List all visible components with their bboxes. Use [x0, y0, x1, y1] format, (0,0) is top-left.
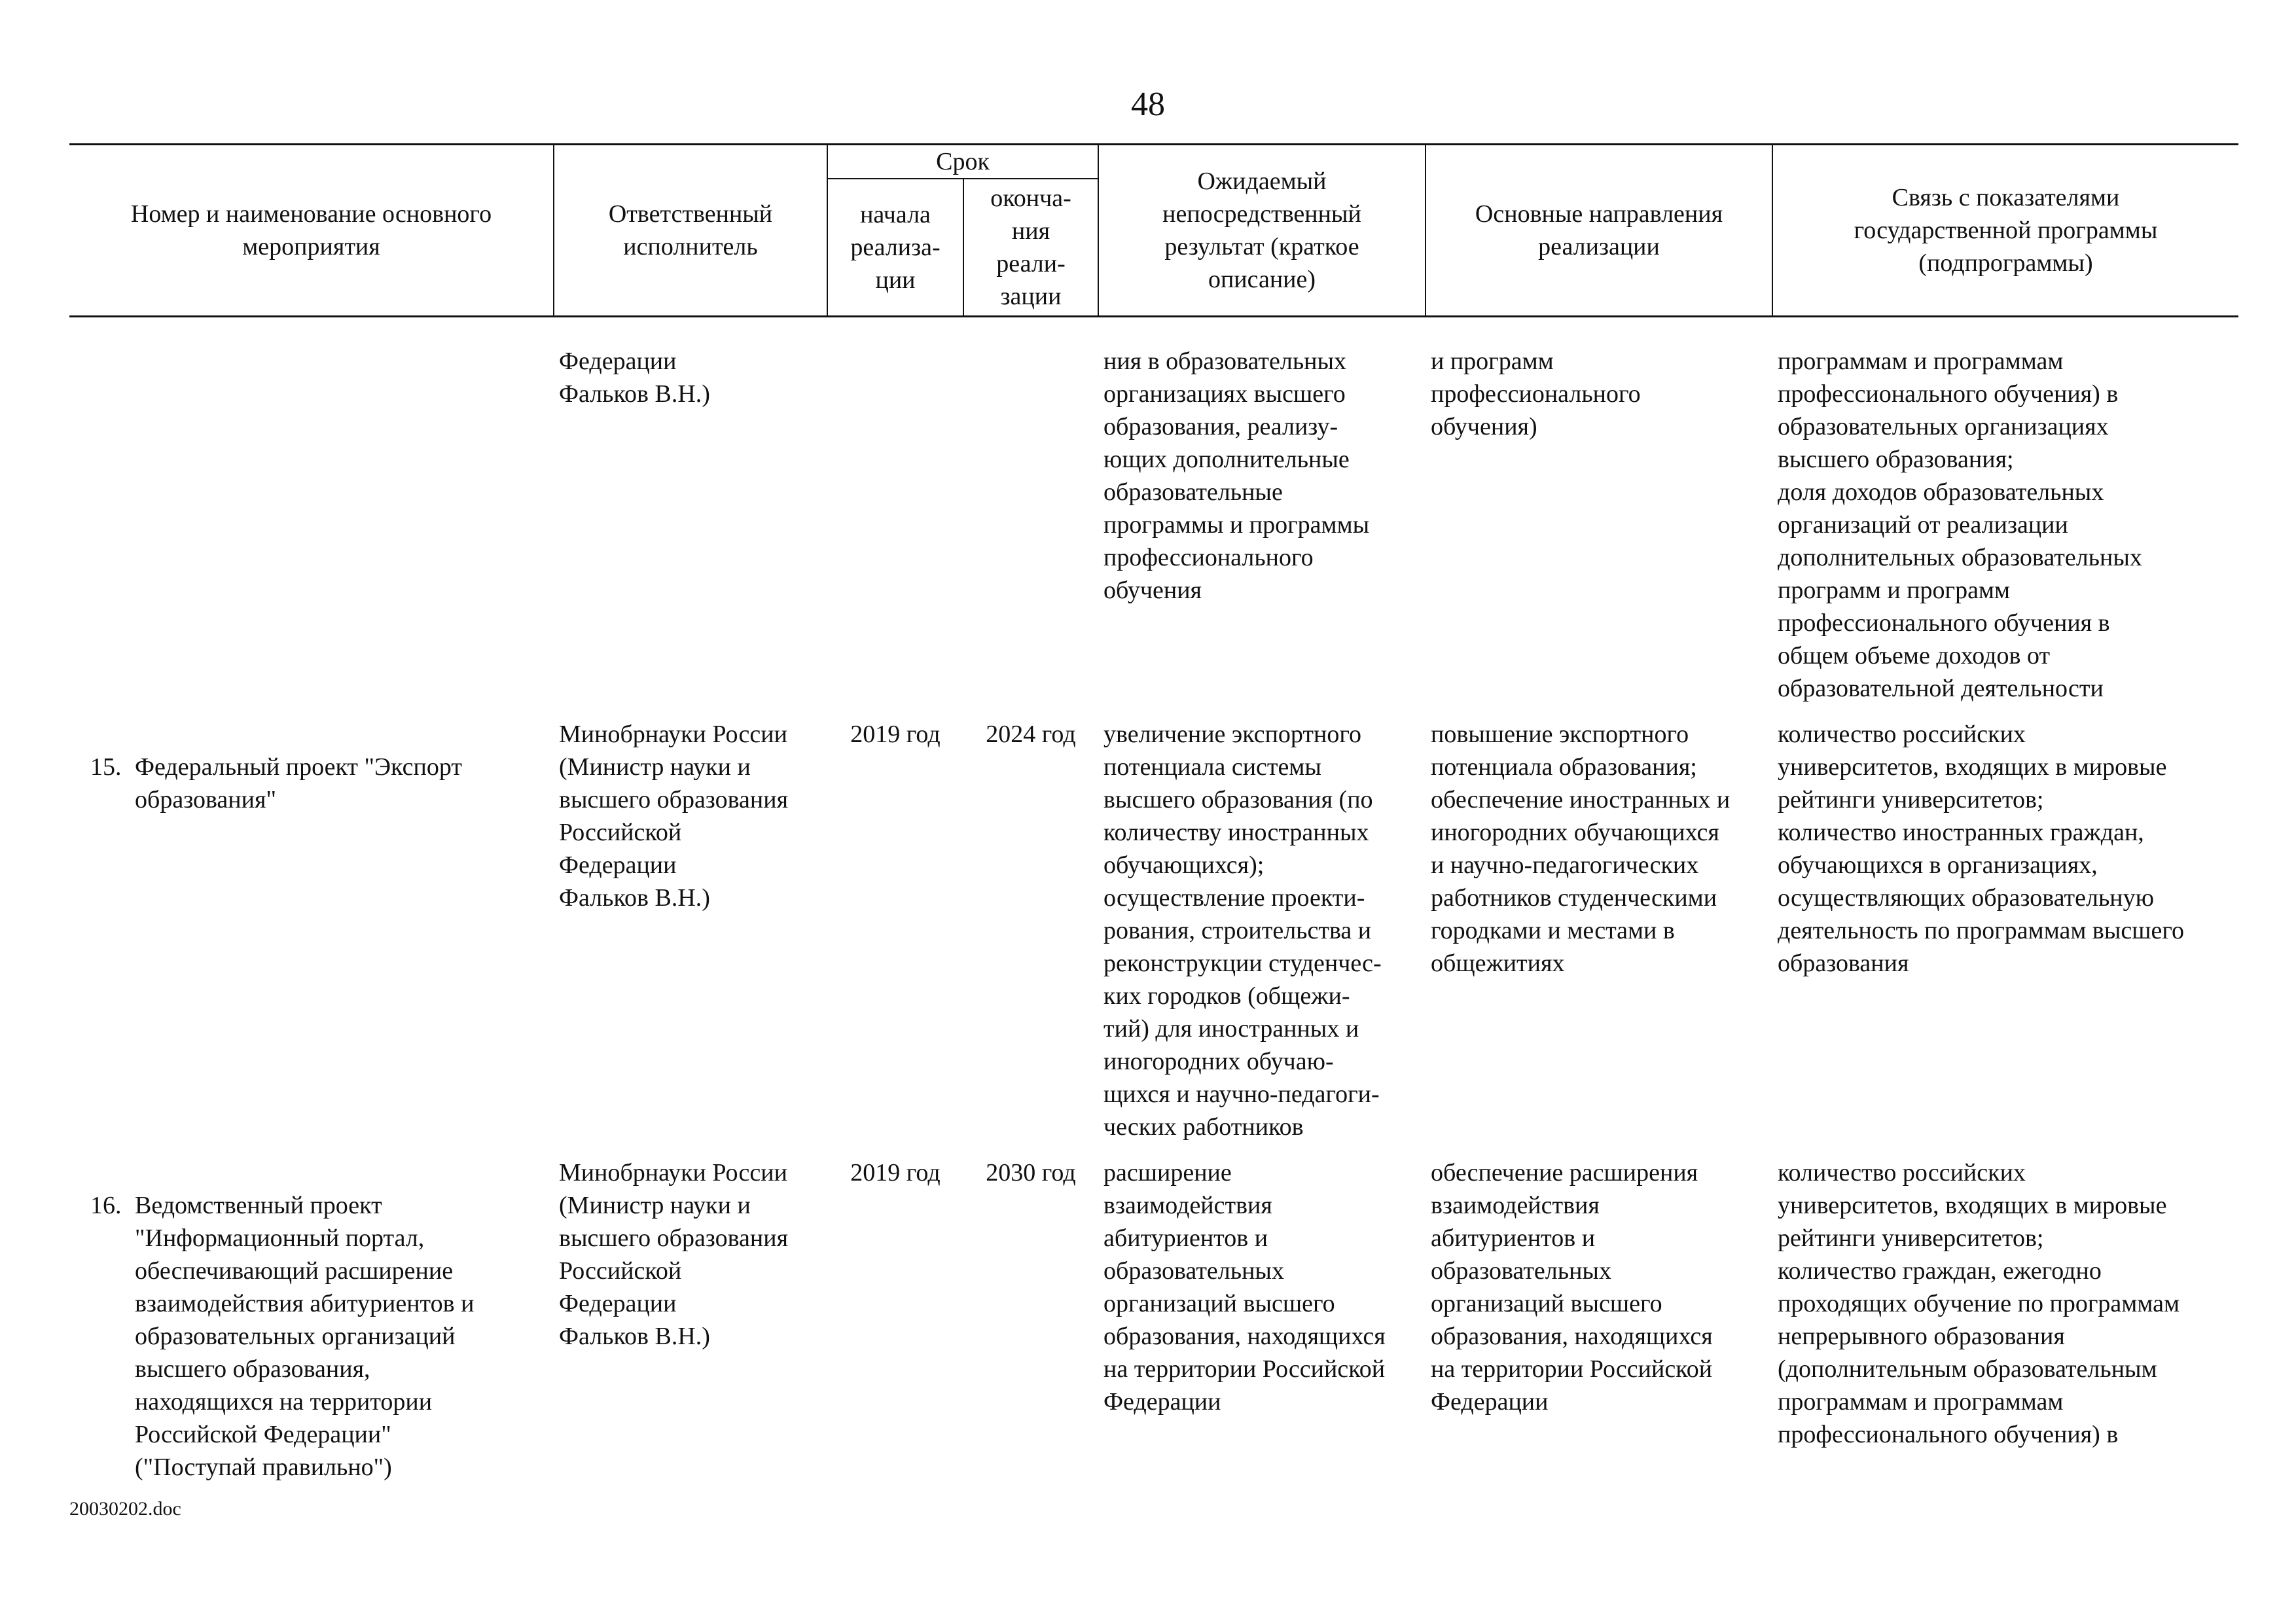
activity-cell	[69, 317, 554, 719]
directions-cell: повышение экспортного потенциала образования; обеспечение иностранных и иногородних обучающихся и научно-педагогических работников студенческими городками и местами в общежитиях	[1431, 721, 1731, 977]
result-cell: расширение взаимодействия абитуриентов и образовательных организаций высшего образования, находящихся на территории Российской Федерации	[1103, 1159, 1386, 1416]
activity-number: 15.	[90, 753, 122, 781]
executor-cell: Минобрнауки России (Министр науки и высшего образования Российской Федерации Фальков В.Н.)	[559, 721, 789, 912]
indicators-cell: программам и программам профессионального обучения) в образовательных организациях высшего образования; доля доходов образовательных организаций от реализации дополнительных образовательных программ и программ профессионального обучения в общем объеме доходов от образовательной деятельности	[1778, 348, 2142, 702]
indicators-cell: количество российских университетов, входящих в мировые рейтинги университетов; количество иностранных граждан, обучающихся в организациях, осуществляющих образовательную деятельность по программам высшего образования	[1778, 721, 2185, 977]
directions-cell: и программ профессионального обучения)	[1431, 348, 1641, 440]
start-year	[827, 317, 963, 719]
header-activity: Номер и наименование основного мероприятия	[69, 145, 554, 317]
activity-cell	[69, 718, 554, 1156]
table-row	[69, 317, 2238, 719]
header-term: Срок	[827, 145, 1098, 179]
result-cell: ния в образовательных организациях высшего образования, реализу- ющих дополнительные образовательные программы и программы профессионального обучения	[1103, 348, 1370, 604]
header-start: начала реализа- ции	[827, 179, 963, 317]
activity-name: Федеральный проект "Экспорт образования"	[135, 753, 462, 813]
header-result: Ожидаемый непосредственный результат (краткое описание)	[1098, 145, 1426, 317]
end-year	[963, 317, 1098, 719]
indicators-cell: количество российских университетов, входящих в мировые рейтинги университетов; количество граждан, ежегодно проходящих обучение по программам непрерывного образования (дополнительным образовательным программам и программам профессионального обучения) в	[1778, 1159, 2180, 1448]
table-row	[69, 1156, 2238, 1516]
activity-cell	[69, 1156, 554, 1516]
activity-number: 16.	[90, 1192, 122, 1219]
activity-name: Ведомственный проект "Информационный портал, обеспечивающий расширение взаимодействия абитуриентов и образовательных организаций высшего образования, находящихся на территории Российской Федерации" ("Поступай правильно")	[135, 1192, 475, 1481]
start-year: 2019 год	[850, 721, 941, 748]
header-indicators: Связь с показателями государственной программы (подпрограммы)	[1772, 145, 2238, 317]
header-end: оконча- ния реали- зации	[963, 179, 1098, 317]
document-filename: 20030202.doc	[69, 1498, 181, 1520]
end-year: 2024 год	[986, 721, 1076, 748]
page-number: 48	[1131, 86, 1165, 123]
start-year: 2019 год	[850, 1159, 941, 1186]
header-executor: Ответственный исполнитель	[554, 145, 827, 317]
activities-table	[69, 143, 2238, 1516]
end-year: 2030 год	[986, 1159, 1076, 1186]
table-row	[69, 718, 2238, 1156]
executor-cell: Минобрнауки России (Министр науки и высшего образования Российской Федерации Фальков В.Н.)	[559, 1159, 789, 1350]
result-cell: увеличение экспортного потенциала системы высшего образования (по количеству иностранных обучающихся); осуществление проекти- рования, строительства и реконструкции студенчес- ких городков (общежи- тий) для иностранных и иногородних обучаю- щихся и научно-педагоги- ческих работников	[1103, 721, 1382, 1141]
header-directions: Основные направления реализации	[1426, 145, 1772, 317]
executor-cell: Федерации Фальков В.Н.)	[559, 348, 710, 408]
directions-cell: обеспечение расширения взаимодействия абитуриентов и образовательных организаций высшего образования, находящихся на территории Российской Федерации	[1431, 1159, 1713, 1416]
